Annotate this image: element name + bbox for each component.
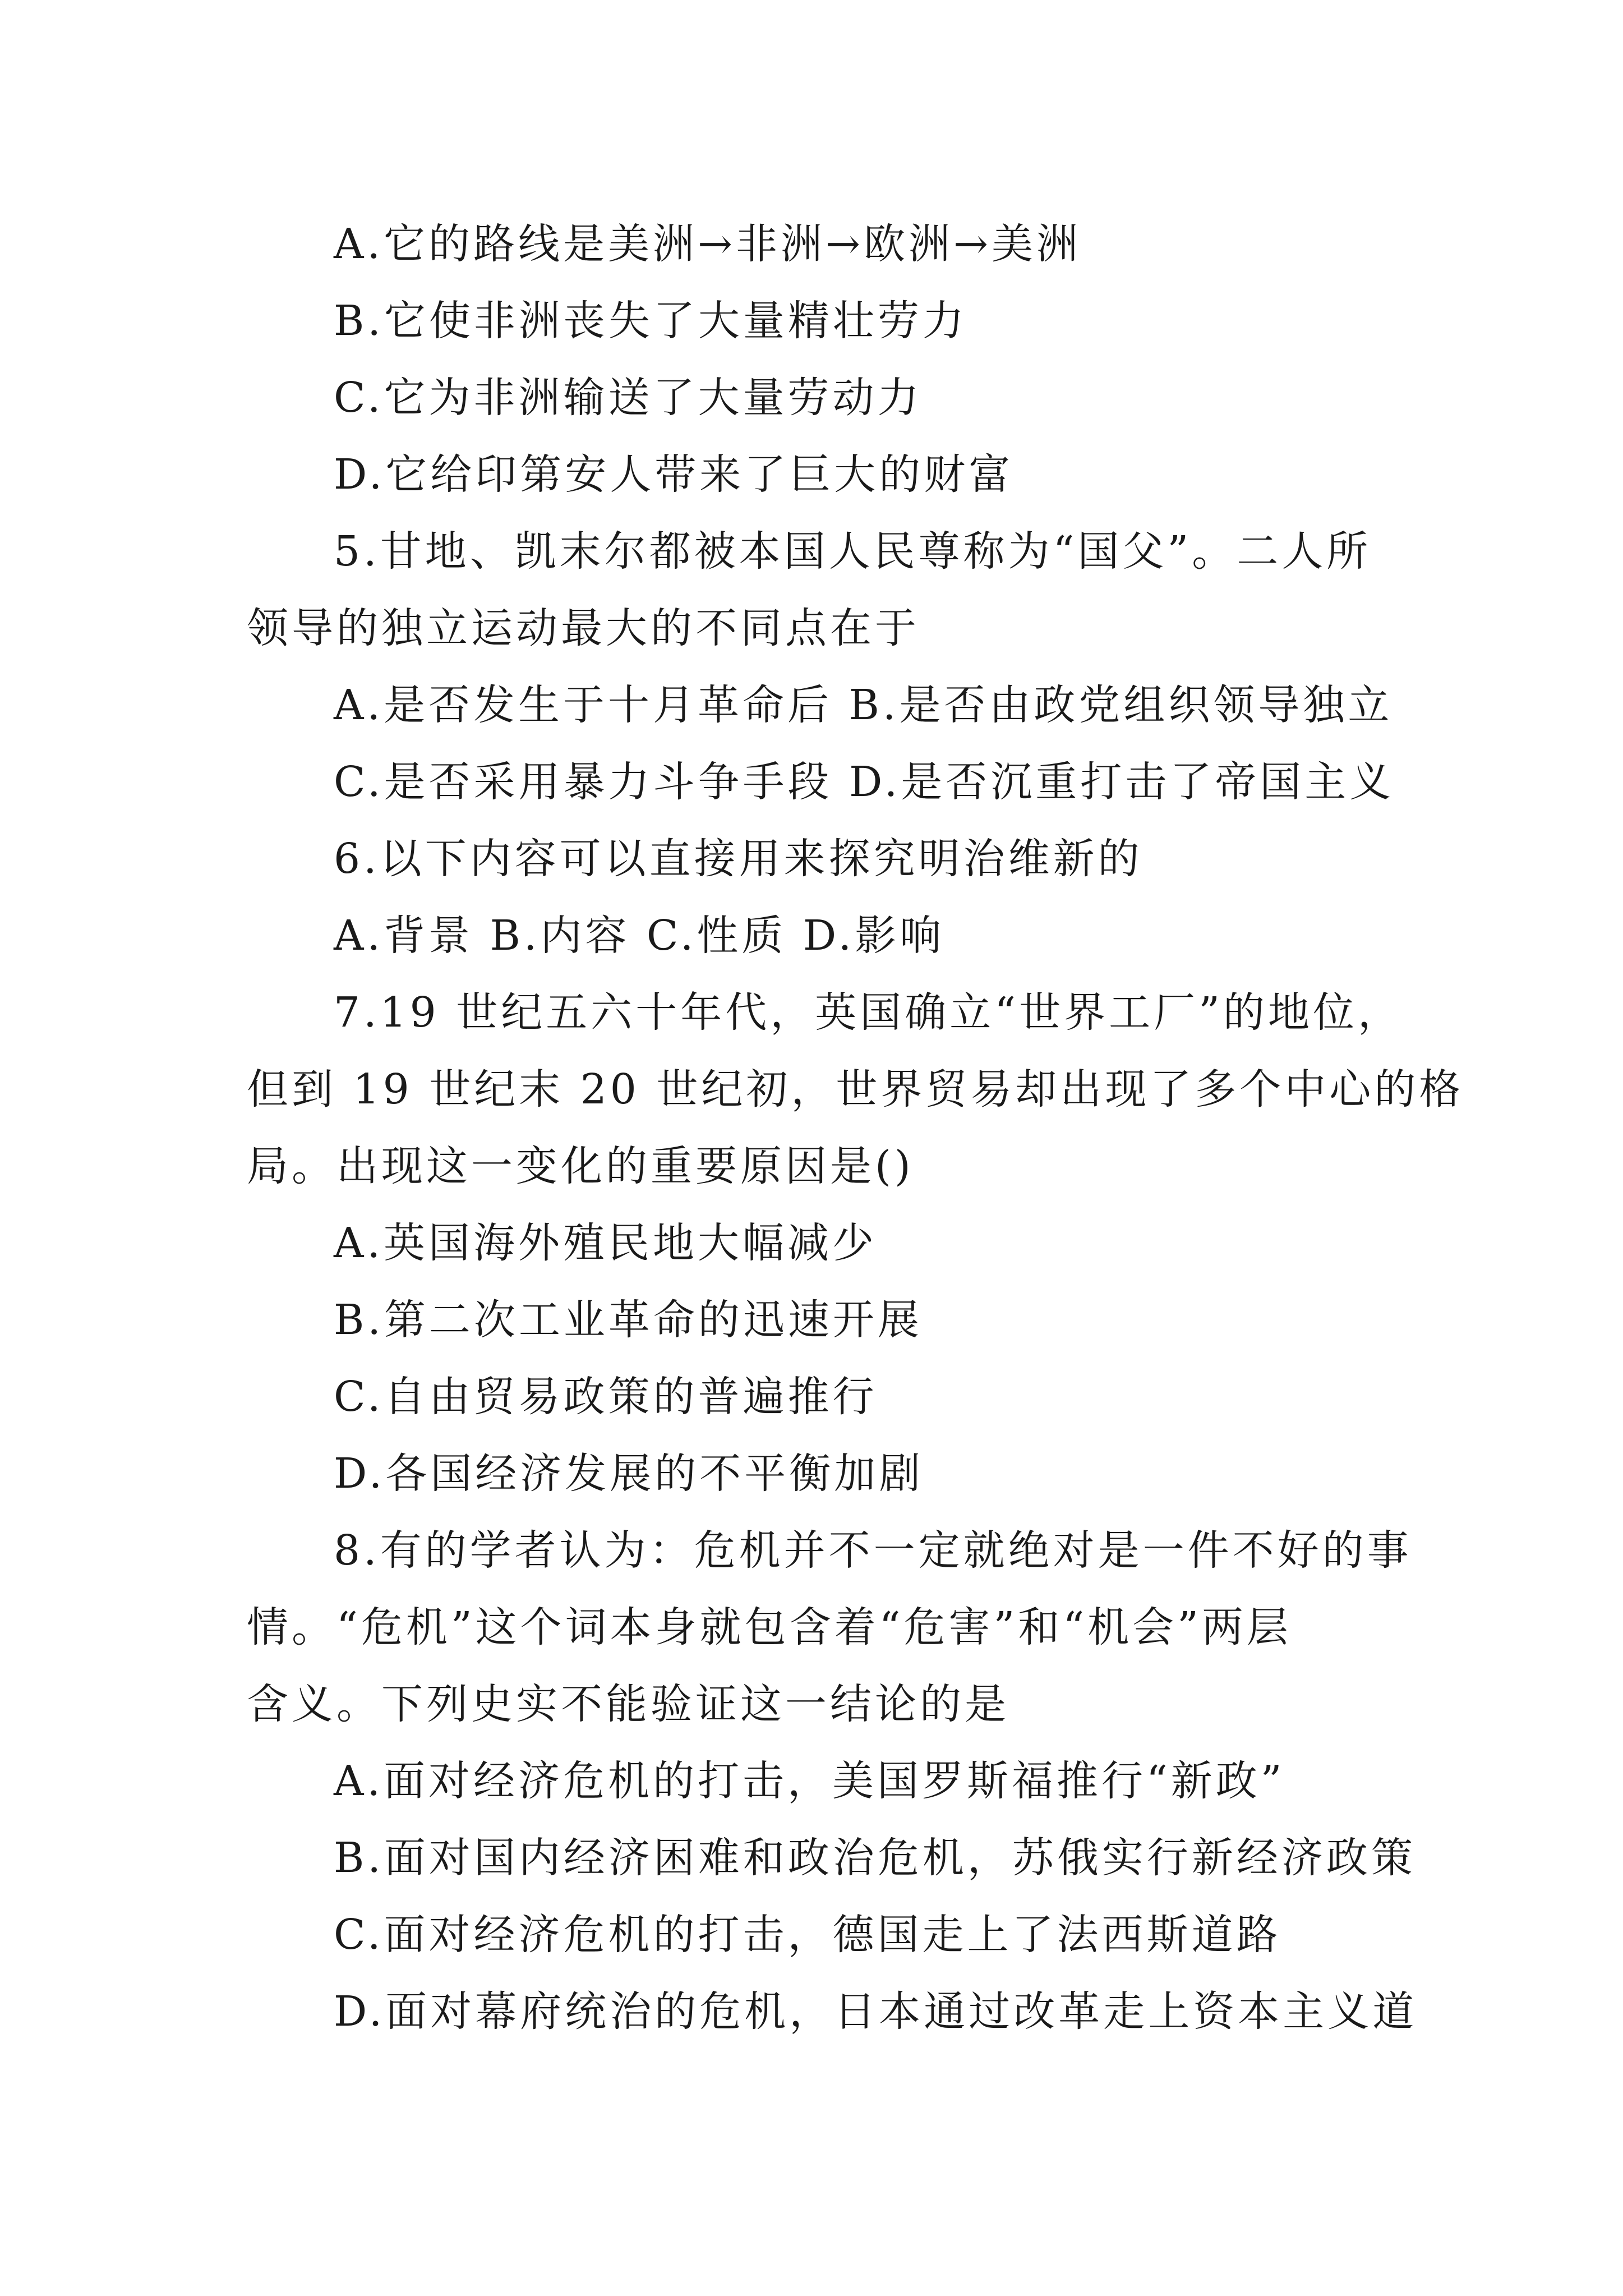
q7-option-a: A.英国海外殖民地大幅减少 (334, 1219, 877, 1267)
q7-stem-line-1: 7.19 世纪五六十年代，英国确立“世界工厂”的地位， (334, 988, 1403, 1037)
q5-options-cd: C.是否采用暴力斗争手段 D.是否沉重打击了帝国主义 (334, 758, 1395, 806)
q8-stem-line-2: 情。“危机”这个词本身就包含着“危害”和“机会”两层 (247, 1603, 1292, 1651)
q6-options: A.背景 B.内容 C.性质 D.影响 (334, 912, 945, 960)
q5-stem-line-2: 领导的独立运动最大的不同点在于 (247, 604, 920, 652)
q8-option-c: C.面对经济危机的打击，德国走上了法西斯道路 (334, 1911, 1281, 1959)
q7-option-b: B.第二次工业革命的迅速开展 (334, 1296, 923, 1344)
q7-option-c: C.自由贸易政策的普遍推行 (334, 1373, 878, 1421)
q4-option-c: C.它为非洲输送了大量劳动力 (334, 374, 923, 422)
q8-option-b: B.面对国内经济困难和政治危机，苏俄实行新经济政策 (334, 1834, 1416, 1882)
q5-options-ab: A.是否发生于十月革命后 B.是否由政党组织领导独立 (334, 681, 1393, 729)
q8-option-d: D.面对幕府统治的危机，日本通过改革走上资本主义道 (334, 1987, 1418, 2036)
q4-option-a: A.它的路线是美洲→非洲→欧洲→美洲 (334, 220, 1081, 268)
q4-option-b: B.它使非洲丧失了大量精壮劳力 (334, 297, 967, 345)
q6-stem: 6.以下内容可以直接用来探究明治维新的 (334, 835, 1143, 883)
q4-option-d: D.它给印第安人带来了巨大的财富 (334, 450, 1014, 499)
q8-stem-line-3: 含义。下列史实不能验证这一结论的是 (247, 1680, 1009, 1728)
q7-option-d: D.各国经济发展的不平衡加剧 (334, 1450, 924, 1498)
q7-stem-line-3: 局。出现这一变化的重要原因是() (247, 1142, 914, 1190)
q7-stem-line-2: 但到 19 世纪末 20 世纪初，世界贸易却出现了多个中心的格 (247, 1065, 1464, 1114)
q8-option-a: A.面对经济危机的打击，美国罗斯福推行“新政” (334, 1757, 1285, 1805)
q8-stem-line-1: 8.有的学者认为：危机并不一定就绝对是一件不好的事 (334, 1526, 1412, 1575)
q5-stem-line-1: 5.甘地、凯末尔都被本国人民尊称为“国父”。二人所 (334, 527, 1372, 576)
